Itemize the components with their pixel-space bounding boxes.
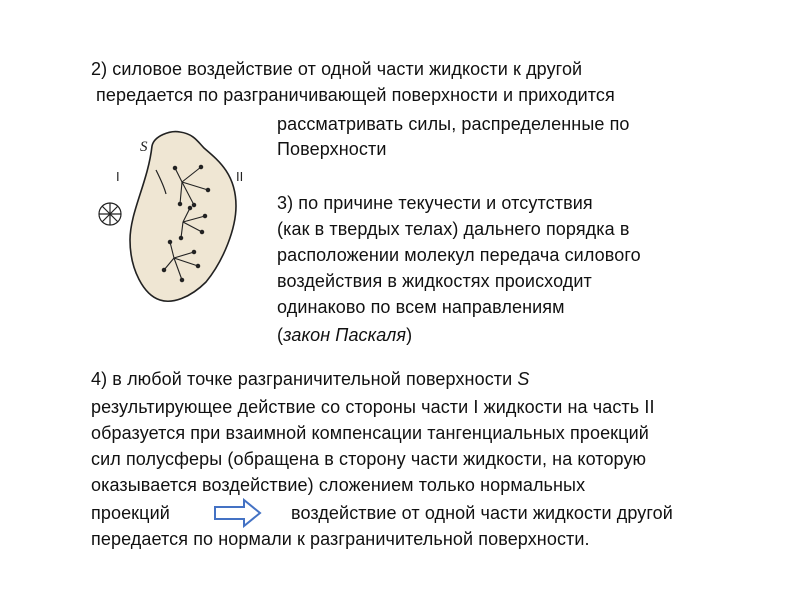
item4-line4: сил полусферы (обращена в сторону части жидкости, на которую — [91, 449, 647, 469]
label-part-i: I — [116, 169, 120, 184]
item2-line3: рассматривать силы, распределенные по — [277, 114, 630, 134]
fluid-division-figure — [90, 120, 270, 320]
pascal-law: закон Паскаля — [283, 325, 407, 345]
paren-close: ) — [406, 325, 413, 345]
paren-open: ( — [277, 325, 284, 345]
item3-line2: (как в твердых телах) дальнего порядка в — [277, 219, 630, 239]
right-arrow-icon — [214, 498, 262, 528]
item3-line3: расположении молекул передача силового — [277, 245, 641, 265]
item3-line6 — [277, 324, 412, 346]
label-part-ii: II — [236, 169, 244, 184]
item3-line5: одинаково по всем направлениям — [277, 297, 565, 317]
item4-line2: результирующее действие со стороны части I жидкости на часть II — [91, 397, 655, 417]
item4-line3: образуется при взаимной компенсации тангенциальных проекций — [91, 423, 649, 443]
fluid-part-blob — [130, 132, 236, 302]
item4-line1-text: 4) в любой точке разграничительной поверхности — [91, 369, 518, 389]
item4-line1 — [91, 368, 530, 390]
item2-line4: Поверхности — [277, 139, 387, 159]
item3-line4: воздействия в жидкостях происходит — [277, 271, 592, 291]
item2-line2: передается по разграничивающей поверхности и приходится — [96, 85, 615, 105]
symmetric-sphere-icon — [99, 203, 121, 225]
item4-line6b: воздействие от одной части жидкости другой — [291, 503, 673, 523]
item4-line5: оказывается воздействие) сложением только нормальных — [91, 475, 586, 495]
label-s: S — [140, 139, 148, 155]
item2-line1: 2) силовое воздействие от одной части жидкости к другой — [91, 59, 583, 79]
item3-line1: 3) по причине текучести и отсутствия — [277, 193, 593, 213]
surface-s-symbol: S — [517, 369, 530, 389]
item4-line7: передается по нормали к разграничительной поверхности. — [91, 529, 590, 549]
item4-line6a: проекций — [91, 503, 170, 523]
